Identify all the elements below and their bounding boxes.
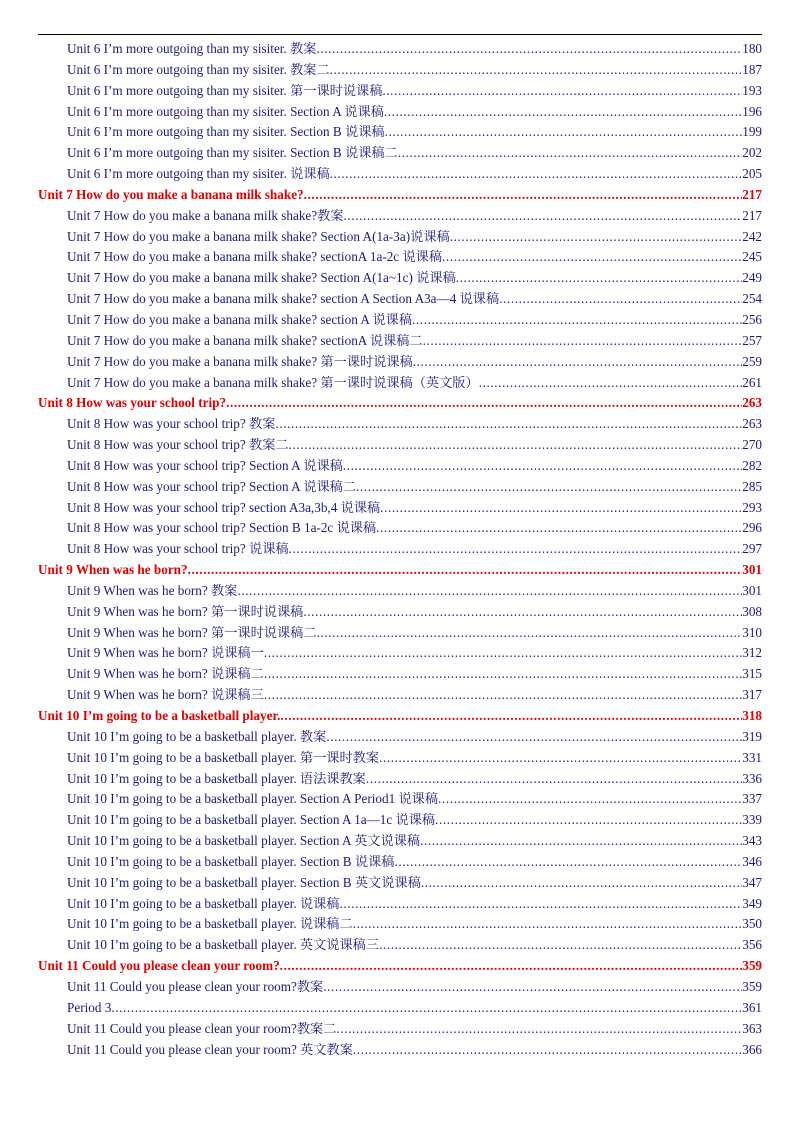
- toc-entry[interactable]: [38, 581, 762, 602]
- toc-entry[interactable]: [38, 477, 762, 498]
- toc-entry-title: Unit 10 I’m going to be a basketball player. Section A 1a—1c 说课稿: [67, 812, 436, 828]
- toc-dot-leader: [326, 727, 742, 748]
- toc-entry-title: Unit 8 How was your school trip? 教案二: [67, 437, 289, 453]
- toc-dot-leader: [264, 664, 742, 685]
- toc-unit-heading[interactable]: [38, 706, 762, 727]
- toc-dot-leader: [450, 227, 743, 248]
- toc-entry-title: Unit 6 I’m more outgoing than my sisiter. 第一课时说课稿: [67, 82, 383, 98]
- toc-dot-leader: [499, 289, 742, 310]
- toc-entry[interactable]: [38, 727, 762, 748]
- toc-entry[interactable]: [38, 310, 762, 331]
- toc-page-number: 205: [742, 166, 762, 182]
- toc-dot-leader: [438, 789, 742, 810]
- toc-entry-title: Unit 10 I’m going to be a basketball player. Section A Period1 说课稿: [67, 791, 439, 807]
- toc-page-number: 285: [742, 478, 762, 494]
- toc-dot-leader: [188, 560, 743, 581]
- toc-page-number: 331: [742, 749, 762, 765]
- toc-page-number: 318: [742, 708, 762, 723]
- toc-page-number: 317: [742, 687, 762, 703]
- toc-entry[interactable]: [38, 164, 762, 185]
- header-rule: [38, 34, 762, 35]
- toc-entry[interactable]: [38, 664, 762, 685]
- toc-dot-leader: [317, 623, 743, 644]
- toc-entry[interactable]: [38, 852, 762, 873]
- toc-entry-title: Unit 6 I’m more outgoing than my sisiter. 教案: [67, 41, 317, 56]
- toc-entry-title: Unit 10 I’m going to be a basketball player. Section A 英文说课稿: [67, 833, 421, 849]
- toc-entry[interactable]: [38, 935, 762, 956]
- toc-page-number: 359: [742, 978, 762, 994]
- toc-entry-title: Unit 11 Could you please clean your room?: [38, 958, 280, 974]
- toc-dot-leader: [423, 331, 743, 352]
- toc-entry[interactable]: [38, 414, 762, 435]
- toc-entry[interactable]: [38, 873, 762, 894]
- toc-page-number: 257: [742, 332, 762, 348]
- toc-entry[interactable]: [38, 748, 762, 769]
- toc-page-number: 339: [742, 812, 762, 828]
- toc-entry-title: Unit 10 I’m going to be a basketball player. 教案: [67, 728, 327, 744]
- toc-page-number: 180: [742, 41, 762, 56]
- toc-page-number: 343: [742, 833, 762, 849]
- toc-entry[interactable]: [38, 602, 762, 623]
- toc-entry[interactable]: [38, 1040, 762, 1061]
- toc-entry[interactable]: [38, 914, 762, 935]
- toc-entry-title: Unit 10 I’m going to be a basketball player. 英文说课稿三: [67, 937, 380, 953]
- toc-page-number: 347: [742, 874, 762, 890]
- toc-entry-title: Unit 7 How do you make a banana milk shake? sectionA 1a-2c 说课稿: [67, 249, 443, 265]
- toc-dot-leader: [435, 810, 742, 831]
- toc-page-number: 301: [742, 582, 762, 598]
- toc-dot-leader: [394, 852, 742, 873]
- toc-entry[interactable]: [38, 1019, 762, 1040]
- toc-entry-title: Unit 7 How do you make a banana milk shake? Section A(1a-3a)说课稿: [67, 228, 450, 244]
- toc-dot-leader: [442, 247, 742, 268]
- toc-page-number: 263: [742, 395, 762, 411]
- toc-entry[interactable]: [38, 289, 762, 310]
- toc-dot-leader: [289, 435, 743, 456]
- toc-dot-leader: [398, 143, 742, 164]
- toc-page-number: 308: [742, 603, 762, 619]
- toc-entry-title: Unit 9 When was he born? 说课稿三: [67, 687, 264, 703]
- toc-page-number: 346: [742, 853, 762, 869]
- toc-entry[interactable]: [38, 268, 762, 289]
- toc-dot-leader: [226, 393, 742, 414]
- toc-dot-leader: [356, 477, 742, 498]
- toc-dot-leader: [413, 352, 742, 373]
- toc-dot-leader: [275, 414, 742, 435]
- toc-page-number: 270: [742, 437, 762, 453]
- toc-entry-title: Unit 9 When was he born? 说课稿一: [67, 645, 264, 661]
- toc-entry[interactable]: [38, 831, 762, 852]
- toc-dot-leader: [340, 894, 743, 915]
- toc-dot-leader: [280, 706, 742, 727]
- toc-page-number: 259: [742, 353, 762, 369]
- toc-entry[interactable]: [38, 789, 762, 810]
- toc-dot-leader: [380, 498, 742, 519]
- toc-dot-leader: [304, 185, 743, 206]
- toc-page-number: 363: [742, 1020, 762, 1036]
- toc-dot-leader: [379, 935, 742, 956]
- toc-dot-leader: [353, 1040, 742, 1061]
- toc-page-number: 242: [742, 228, 762, 244]
- toc-page-number: 359: [742, 958, 762, 974]
- toc-page-number: 187: [742, 61, 762, 77]
- toc-page-number: 249: [742, 270, 762, 286]
- toc-entry[interactable]: [38, 685, 762, 706]
- toc-entry-title: Unit 9 When was he born? 说课稿二: [67, 666, 264, 682]
- toc-page-number: 301: [742, 562, 762, 578]
- toc-entry-title: Unit 9 When was he born? 第一课时说课稿: [67, 603, 304, 619]
- toc-dot-leader: [330, 60, 743, 81]
- toc-entry-title: Unit 8 How was your school trip? Section B 1a-2c 说课稿: [67, 520, 377, 536]
- toc-entry-title: Unit 8 How was your school trip? 教案: [67, 416, 276, 432]
- toc-unit-heading[interactable]: [38, 956, 762, 977]
- toc-page-number: 245: [742, 249, 762, 265]
- toc-dot-leader: [323, 977, 742, 998]
- toc-page-number: 263: [742, 416, 762, 432]
- toc-entry[interactable]: [38, 810, 762, 831]
- toc-page-number: 202: [742, 145, 762, 161]
- toc-entry[interactable]: [38, 643, 762, 664]
- toc-page-number: 296: [742, 520, 762, 536]
- toc-page-number: 356: [742, 937, 762, 953]
- toc-entry-title: Unit 10 I’m going to be a basketball player. 语法课教案: [67, 770, 366, 786]
- toc-dot-leader: [343, 456, 742, 477]
- toc-entry-title: Period 3: [67, 999, 112, 1015]
- toc-dot-leader: [336, 1019, 742, 1040]
- toc-page-number: 349: [742, 895, 762, 911]
- toc-entry-title: Unit 10 I’m going to be a basketball player. 说课稿: [67, 895, 340, 911]
- toc-entry[interactable]: [38, 39, 762, 60]
- toc-page-number: 336: [742, 770, 762, 786]
- toc-dot-leader: [303, 602, 742, 623]
- toc-entry[interactable]: [38, 435, 762, 456]
- toc-entry-title: Unit 8 How was your school trip? Section A 说课稿二: [67, 478, 357, 494]
- toc-entry-title: Unit 11 Could you please clean your room? 英文教案: [67, 1041, 353, 1057]
- toc-dot-leader: [344, 206, 743, 227]
- toc-dot-leader: [384, 102, 742, 123]
- toc-dot-leader: [376, 518, 742, 539]
- toc-dot-leader: [421, 873, 742, 894]
- toc-dot-leader: [264, 685, 742, 706]
- toc-dot-leader: [366, 769, 742, 790]
- toc-entry-title: Unit 9 When was he born? 第一课时说课稿二: [67, 624, 317, 640]
- toc-unit-heading[interactable]: [38, 185, 762, 206]
- toc-entry[interactable]: [38, 352, 762, 373]
- toc-page-number: 254: [742, 291, 762, 307]
- toc-dot-leader: [264, 643, 742, 664]
- toc-unit-heading[interactable]: [38, 560, 762, 581]
- toc-page-number: 350: [742, 916, 762, 932]
- table-of-contents: [38, 39, 762, 1060]
- toc-entry[interactable]: [38, 998, 762, 1019]
- toc-entry-title: Unit 6 I’m more outgoing than my sisiter. Section B 说课稿: [67, 124, 385, 140]
- toc-page-number: 196: [742, 103, 762, 119]
- toc-entry-title: Unit 8 How was your school trip? Section A 说课稿: [67, 457, 343, 473]
- toc-entry-title: Unit 11 Could you please clean your room?教案二: [67, 1020, 337, 1036]
- toc-page-number: 217: [742, 207, 762, 223]
- toc-page-number: 261: [742, 374, 762, 390]
- toc-entry-title: Unit 7 How do you make a banana milk shake? section A 说课稿: [67, 311, 413, 327]
- toc-entry[interactable]: [38, 977, 762, 998]
- toc-entry[interactable]: [38, 456, 762, 477]
- toc-entry-title: Unit 6 I’m more outgoing than my sisiter. 说课稿: [67, 166, 330, 182]
- toc-entry-title: Unit 6 I’m more outgoing than my sisiter. Section A 说课稿: [67, 103, 384, 119]
- toc-entry[interactable]: [38, 247, 762, 268]
- toc-entry[interactable]: [38, 102, 762, 123]
- toc-entry-title: Unit 7 How do you make a banana milk shake? sectionA 说课稿二: [67, 332, 423, 348]
- toc-entry-title: Unit 7 How do you make a banana milk shake?: [38, 186, 304, 202]
- toc-dot-leader: [237, 581, 742, 602]
- toc-entry[interactable]: [38, 227, 762, 248]
- toc-entry[interactable]: [38, 769, 762, 790]
- toc-entry[interactable]: [38, 143, 762, 164]
- toc-dot-leader: [280, 956, 743, 977]
- toc-dot-leader: [353, 914, 743, 935]
- toc-dot-leader: [412, 310, 742, 331]
- toc-entry[interactable]: [38, 81, 762, 102]
- toc-entry[interactable]: [38, 623, 762, 644]
- toc-page-number: 366: [742, 1041, 762, 1057]
- toc-dot-leader: [479, 373, 743, 394]
- toc-page-number: 315: [742, 666, 762, 682]
- toc-entry-title: Unit 6 I’m more outgoing than my sisiter. Section B 说课稿二: [67, 145, 398, 161]
- toc-entry-title: Unit 9 When was he born? 教案: [67, 582, 238, 598]
- toc-entry[interactable]: [38, 518, 762, 539]
- toc-entry[interactable]: [38, 498, 762, 519]
- toc-entry-title: Unit 8 How was your school trip?: [38, 395, 227, 411]
- toc-dot-leader: [316, 39, 742, 60]
- toc-entry-title: Unit 10 I’m going to be a basketball player. 第一课时教案: [67, 749, 380, 765]
- toc-entry-title: Unit 9 When was he born?: [38, 562, 188, 578]
- toc-entry-title: Unit 10 I’m going to be a basketball player. 说课稿二: [67, 916, 353, 932]
- toc-dot-leader: [111, 998, 742, 1019]
- toc-entry[interactable]: [38, 206, 762, 227]
- toc-entry-title: Unit 7 How do you make a banana milk shake?教案: [67, 207, 344, 223]
- toc-unit-heading[interactable]: [38, 393, 762, 414]
- toc-entry-title: Unit 10 I’m going to be a basketball player. Section B 说课稿: [67, 853, 395, 869]
- toc-page-number: 361: [742, 999, 762, 1015]
- toc-entry[interactable]: [38, 122, 762, 143]
- toc-page-number: 217: [742, 186, 762, 202]
- toc-entry[interactable]: [38, 539, 762, 560]
- toc-entry[interactable]: [38, 894, 762, 915]
- toc-entry-title: Unit 8 How was your school trip? section A3a,3b,4 说课稿: [67, 499, 381, 515]
- toc-dot-leader: [456, 268, 742, 289]
- toc-dot-leader: [385, 122, 743, 143]
- toc-page-number: 319: [742, 728, 762, 744]
- toc-page-number: 293: [742, 499, 762, 515]
- toc-page-number: 337: [742, 791, 762, 807]
- toc-page-number: 297: [742, 541, 762, 557]
- toc-dot-leader: [420, 831, 742, 852]
- toc-entry[interactable]: [38, 331, 762, 352]
- toc-dot-leader: [330, 164, 743, 185]
- toc-entry-title: Unit 7 How do you make a banana milk shake? 第一课时说课稿（英文版）: [67, 374, 479, 390]
- toc-entry-title: Unit 6 I’m more outgoing than my sisiter. 教案二: [67, 61, 330, 77]
- toc-entry-title: Unit 11 Could you please clean your room?教案: [67, 978, 324, 994]
- toc-dot-leader: [289, 539, 743, 560]
- toc-entry[interactable]: [38, 373, 762, 394]
- toc-dot-leader: [379, 748, 742, 769]
- toc-entry-title: Unit 7 How do you make a banana milk shake? section A Section A3a—4 说课稿: [67, 291, 500, 307]
- toc-entry[interactable]: [38, 60, 762, 81]
- toc-entry-title: Unit 10 I’m going to be a basketball player. Section B 英文说课稿: [67, 874, 421, 890]
- toc-entry-title: Unit 7 How do you make a banana milk shake? 第一课时说课稿: [67, 353, 413, 369]
- toc-entry-title: Unit 8 How was your school trip? 说课稿: [67, 541, 289, 557]
- toc-page-number: 312: [742, 645, 762, 661]
- toc-page-number: 310: [742, 624, 762, 640]
- toc-page-number: 199: [742, 124, 762, 140]
- toc-page-number: 282: [742, 457, 762, 473]
- toc-dot-leader: [382, 81, 742, 102]
- toc-page-number: 193: [742, 82, 762, 98]
- toc-page-number: 256: [742, 311, 762, 327]
- toc-entry-title: Unit 10 I’m going to be a basketball player.: [38, 708, 281, 723]
- toc-entry-title: Unit 7 How do you make a banana milk shake? Section A(1a~1c) 说课稿: [67, 270, 456, 286]
